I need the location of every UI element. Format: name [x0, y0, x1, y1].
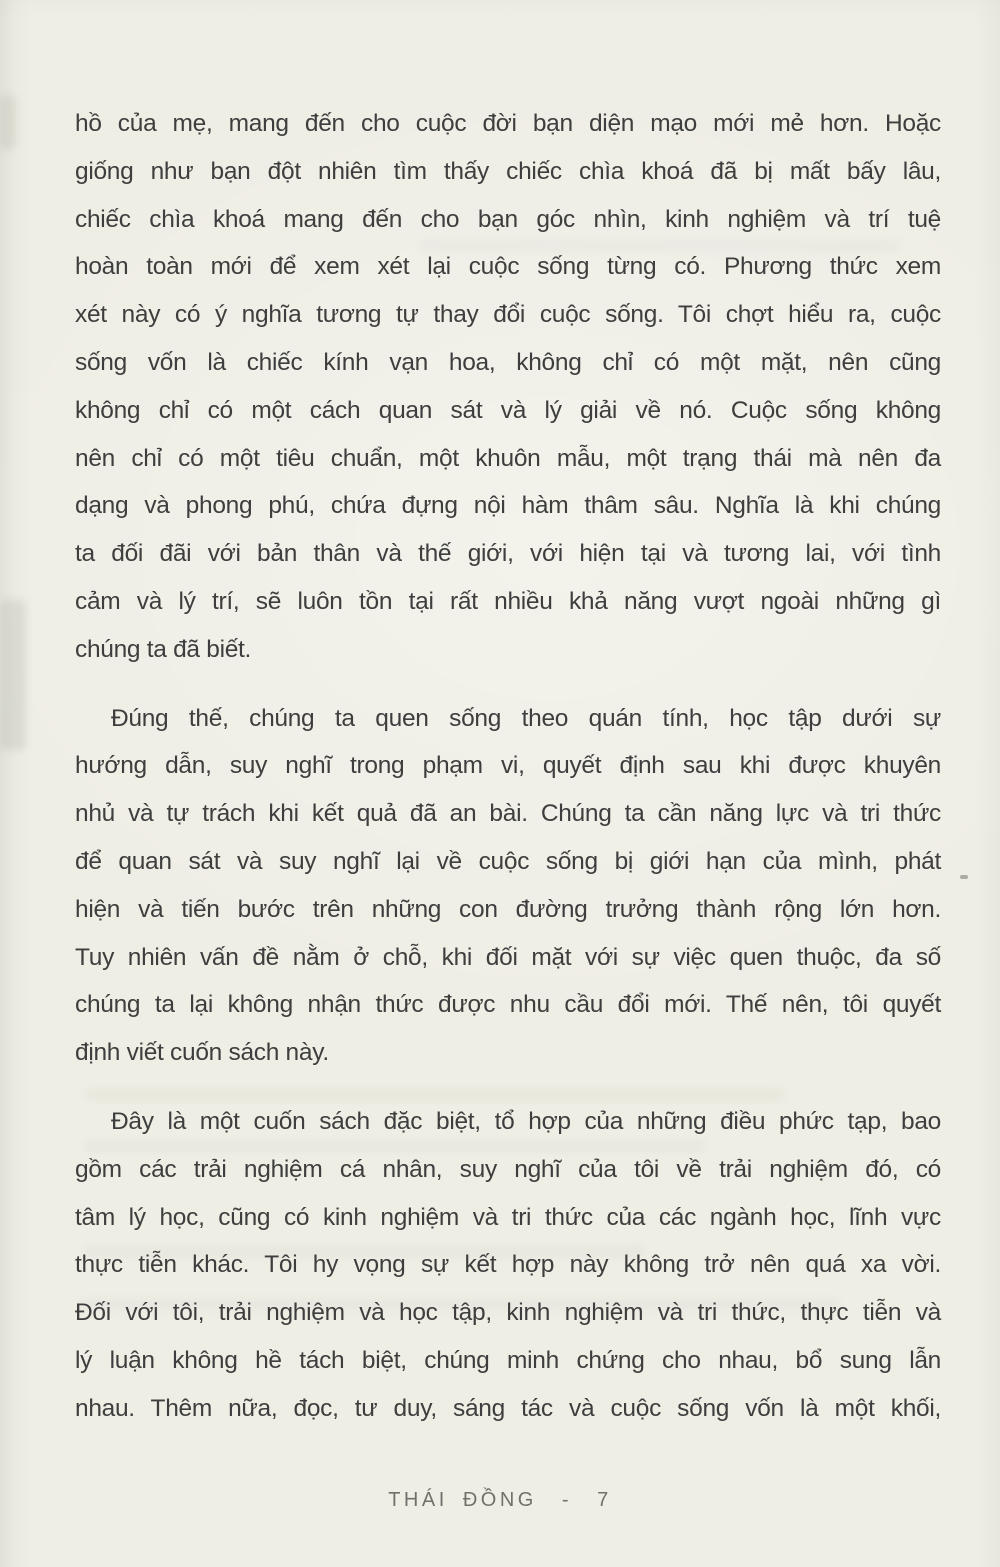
text-line: sống vốn là chiếc kính vạn hoa, không chỉ có một mặt, nên cũng [75, 348, 941, 376]
text-line: nhau. Thêm nữa, đọc, tư duy, sáng tác và cuộc sống vốn là một khối, [75, 1394, 941, 1422]
footer-page-number: 7 [597, 1489, 612, 1511]
scan-smudge [0, 95, 16, 150]
text-line: gồm các trải nghiệm cá nhân, suy nghĩ của tôi về trải nghiệm đó, có [75, 1155, 941, 1183]
scan-speck [960, 875, 968, 879]
text-line: thực tiễn khác. Tôi hy vọng sự kết hợp này không trở nên quá xa vời. [75, 1251, 941, 1279]
text-line: chiếc chìa khoá mang đến cho bạn góc nhìn, kinh nghiệm và trí tuệ [75, 205, 941, 233]
text-line: cảm và lý trí, sẽ luôn tồn tại rất nhiều khả năng vượt ngoài những gì [75, 587, 941, 615]
text-line: Đối với tôi, trải nghiệm và học tập, kinh nghiệm và tri thức, thực tiễn và [75, 1299, 941, 1327]
footer-author: THÁI ĐỒNG [388, 1489, 537, 1511]
text-line: hiện và tiến bước trên những con đường trưởng thành rộng lớn hơn. [75, 895, 941, 923]
text-line: chúng ta đã biết. [75, 635, 252, 663]
text-line: để quan sát và suy nghĩ lại về cuộc sống bị giới hạn của mình, phát [75, 847, 941, 875]
text-line: Đúng thế, chúng ta quen sống theo quán tính, học tập dưới sự [111, 704, 941, 732]
footer-separator: - [561, 1489, 573, 1511]
page-footer [0, 1489, 1000, 1512]
text-line: nên chỉ có một tiêu chuẩn, một khuôn mẫu, một trạng thái mà nên đa [75, 444, 941, 472]
scan-smudge [0, 600, 26, 750]
text-line: định viết cuốn sách này. [75, 1039, 329, 1067]
text-line: giống như bạn đột nhiên tìm thấy chiếc chìa khoá đã bị mất bấy lâu, [75, 157, 941, 185]
text-line: hồ của mẹ, mang đến cho cuộc đời bạn diện mạo mới mẻ hơn. Hoặc [75, 110, 941, 137]
text-line: ta đối đãi với bản thân và thế giới, với hiện tại và tương lai, với tình [75, 540, 941, 568]
text-line: Tuy nhiên vấn đề nằm ở chỗ, khi đối mặt với sự việc quen thuộc, đa số [75, 943, 941, 971]
text-line: Đây là một cuốn sách đặc biệt, tổ hợp của những điều phức tạp, bao [111, 1107, 941, 1135]
page-text [75, 100, 941, 1433]
text-line: không chỉ có một cách quan sát và lý giải về nó. Cuộc sống không [75, 396, 941, 424]
paragraph [75, 1098, 941, 1433]
text-line: chúng ta lại không nhận thức được nhu cầu đổi mới. Thế nên, tôi quyết [75, 991, 941, 1019]
text-line: hướng dẫn, suy nghĩ trong phạm vi, quyết định sau khi được khuyên [75, 752, 941, 780]
text-line: hoàn toàn mới để xem xét lại cuộc sống từng có. Phương thức xem [75, 253, 941, 281]
paragraph [75, 100, 941, 674]
paragraph [75, 695, 941, 1077]
text-line: tâm lý học, cũng có kinh nghiệm và tri thức của các ngành học, lĩnh vực [75, 1203, 941, 1231]
text-line: lý luận không hề tách biệt, chúng minh chứng cho nhau, bổ sung lẫn [75, 1346, 941, 1374]
text-line: dạng và phong phú, chứa đựng nội hàm thâm sâu. Nghĩa là khi chúng [75, 492, 941, 520]
text-line: nhủ và tự trách khi kết quả đã an bài. Chúng ta cần năng lực và tri thức [75, 800, 941, 828]
text-line: xét này có ý nghĩa tương tự thay đổi cuộc sống. Tôi chợt hiểu ra, cuộc [75, 301, 941, 329]
